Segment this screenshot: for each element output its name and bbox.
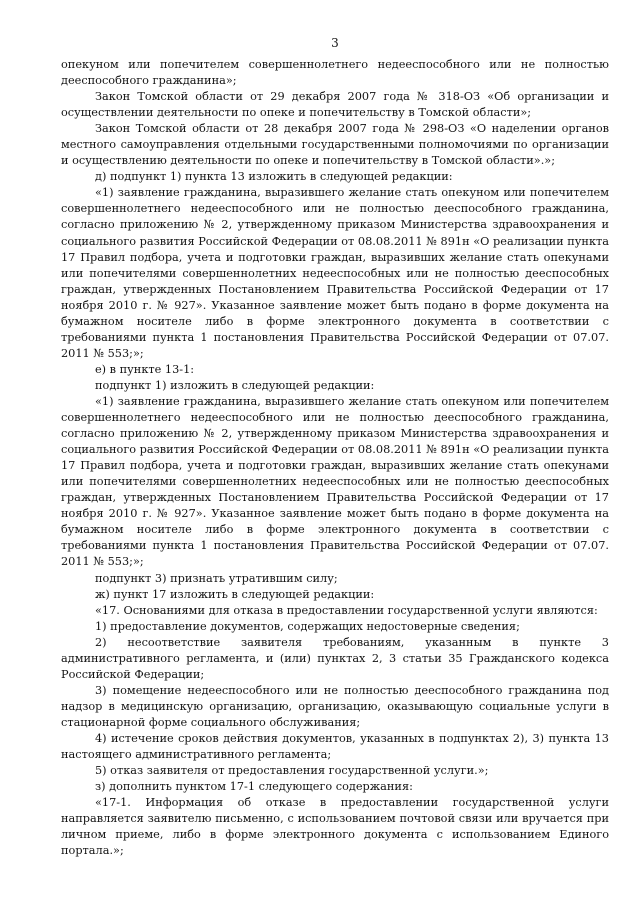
paragraph: «1) заявление гражданина, выразившего желание стать опекуном или попечителем совершеннолетнего недееспособного или не полностью дееспособного гражданина, согласно приложению № 2, утвержденному приказом Министерства здравоохранения и социального развития Российской Федерации от 08.08.2011 № 891н «О реализации пункта 17 Правил подбора, учета и подготовки граждан, выразивших желание стать опекунами или попечителями совершеннолетних недееспособных или не полностью дееспособных граждан, утвержденных Постановлением Правительства Российской Федерации от 17 ноября 2010 г. № 927». Указанное заявление может быть подано в форме документа на бумажном носителе либо в форме электронного документа в соответствии с требованиями пункта 1 постановления Правительства Российской Федерации от 07.07. 2011 № 553;»; xyxy=(61,186,609,360)
paragraph: д) подпункт 1) пункта 13 изложить в следующей редакции: xyxy=(95,170,453,184)
paragraph: «17. Основаниями для отказа в предоставлении государственной услуги являются: xyxy=(95,603,598,617)
paragraph: Закон Томской области от 29 декабря 2007 года № 318-ОЗ «Об организации и осуществлении деятельности по опеке и попечительству в Томской области»; xyxy=(61,90,609,120)
paragraph: з) дополнить пунктом 17-1 следующего содержания: xyxy=(95,780,413,794)
paragraph: Закон Томской области от 28 декабря 2007 года № 298-ОЗ «О наделении органов местного самоуправления отдельными государственными полномочиями по организации и осуществлению деятельности по опеке и попечительству в Томской области».»; xyxy=(61,122,609,168)
paragraph: е) в пункте 13-1: xyxy=(95,362,195,376)
paragraph: подпункт 1) изложить в следующей редакции: xyxy=(95,378,375,392)
paragraph: 3) помещение недееспособного или не полностью дееспособного гражданина под надзор в медицинскую организацию, организацию, оказывающую социальные услуги в стационарной форме социального обслуживания; xyxy=(61,683,609,729)
paragraph: 4) истечение сроков действия документов, указанных в подпунктах 2), 3) пункта 13 настоящего административного регламента; xyxy=(61,731,609,762)
document-body xyxy=(61,57,609,859)
paragraph: 1) предоставление документов, содержащих недостоверные сведения; xyxy=(95,619,520,633)
paragraph: 2) несоответствие заявителя требованиям, указанным в пункте 3 административного регламента, и (или) пунктах 2, 3 статьи 35 Гражданского кодекса Российской Федерации; xyxy=(61,635,609,681)
paragraph: подпункт 3) признать утратившим силу; xyxy=(95,571,338,585)
page-number: 3 xyxy=(331,36,339,50)
paragraph: «17-1. Информация об отказе в предоставлении государственной услуги направляется заявителю письменно, с использованием почтовой связи или вручается при личном приеме, либо в форме электронного документа с использованием Единого портала.»; xyxy=(61,796,609,858)
paragraph: опекуном или попечителем совершеннолетнего недееспособного или не полностью дееспособного гражданина»; xyxy=(61,58,609,88)
paragraph: ж) пункт 17 изложить в следующей редакции: xyxy=(95,587,375,601)
paragraph: «1) заявление гражданина, выразившего желание стать опекуном или попечителем совершеннолетнего недееспособного или не полностью дееспособного гражданина, согласно приложению № 2, утвержденному приказом Министерства здравоохранения и социального развития Российской Федерации от 08.08.2011 № 891н «О реализации пункта 17 Правил подбора, учета и подготовки граждан, выразивших желание стать опекунами или попечителями совершеннолетних недееспособных или не полностью дееспособных граждан, утвержденных Постановлением Правительства Российской Федерации от 17 ноября 2010 г. № 927». Указанное заявление может быть подано в форме документа на бумажном носителе либо в форме электронного документа в соответствии с требованиями пункта 1 постановления Правительства Российской Федерации от 07.07. 2011 № 553;»; xyxy=(61,394,609,569)
paragraph: 5) отказ заявителя от предоставления государственной услуги.»; xyxy=(95,764,489,778)
